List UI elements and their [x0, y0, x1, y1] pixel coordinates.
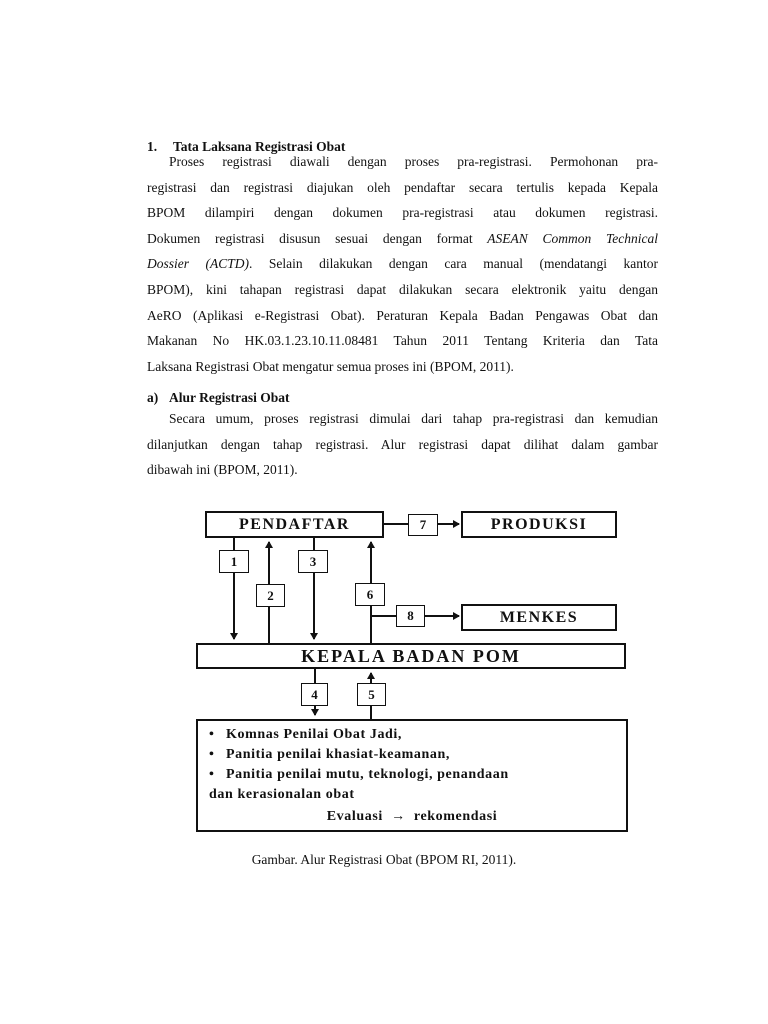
step-2-box: 2 [256, 584, 285, 607]
committee-item-label: Komnas Penilai Obat Jadi, [226, 727, 403, 742]
evaluation-line [206, 806, 618, 828]
committee-item-continuation: dan kerasionalan obat [209, 787, 355, 802]
bullet-icon: • [209, 747, 215, 762]
subsection-number: a) [147, 390, 159, 405]
committee-item [206, 765, 618, 785]
section-title: Tata Laksana Registrasi Obat [173, 139, 346, 154]
step-3-box: 3 [298, 550, 328, 573]
section-paragraph [147, 149, 658, 379]
step-5-box: 5 [357, 683, 386, 706]
paragraph-line: Proses registrasi diawali dengan proses pra-registrasi. Permohonan pra- [169, 154, 658, 169]
committee-item-label: Panitia penilai khasiat-keamanan, [226, 747, 451, 762]
recommendation-label: rekomendasi [413, 809, 498, 824]
evaluation-box [196, 719, 628, 832]
paragraph-line: AeRO (Aplikasi e-Registrasi Obat). Peraturan Kepala Badan Pengawas Obat dan [147, 307, 658, 323]
right-arrow-icon: → [391, 809, 406, 824]
step-6-box: 6 [355, 583, 385, 606]
paragraph-line: registrasi dan registrasi diajukan oleh pendaftar secara tertulis kepada Kepala [147, 179, 658, 195]
italic-term: Dossier (ACTD) [147, 256, 249, 272]
paragraph-line: dibawah ini (BPOM, 2011). [147, 462, 298, 478]
figure-caption: Gambar. Alur Registrasi Obat (BPOM RI, 2011). [251, 852, 517, 867]
committee-item [206, 725, 618, 745]
committee-list [206, 725, 618, 785]
bullet-icon: • [209, 767, 215, 782]
paragraph-line: Makanan No HK.03.1.23.10.11.08481 Tahun 2011 Tentang Kriteria dan Tata [147, 333, 658, 349]
pendaftar-box: PENDAFTAR [205, 511, 384, 538]
committee-item-label: Panitia penilai mutu, teknologi, penandaan [226, 767, 509, 782]
kepala-badan-pom-box: KEPALA BADAN POM [196, 643, 626, 669]
subsection-heading [147, 390, 290, 406]
paragraph-line: BPOM), kini tahapan registrasi dapat dilakukan secara elektronik yaitu dengan [147, 281, 658, 297]
step-1-box: 1 [219, 550, 249, 573]
bullet-icon: • [209, 727, 215, 742]
subsection-paragraph [147, 406, 658, 483]
paragraph-line: dilanjutkan dengan tahap registrasi. Alur registrasi dapat dilihat dalam gambar [147, 436, 658, 452]
section-number: 1. [147, 139, 158, 154]
produksi-box: PRODUKSI [461, 511, 617, 538]
menkes-box: MENKES [461, 604, 617, 631]
step-8-box: 8 [396, 605, 425, 627]
evaluation-label: Evaluasi [326, 809, 383, 824]
paragraph-text: . Selain dilakukan dengan cara manual (mendatangi kantor [249, 256, 658, 272]
italic-term: ASEAN Common Technical [487, 230, 658, 246]
paragraph-line: BPOM dilampiri dengan dokumen pra-registrasi atau dokumen registrasi. [147, 205, 658, 221]
paragraph-text: Dokumen registrasi disusun sesuai dengan format [147, 230, 488, 246]
step-4-box: 4 [301, 683, 328, 706]
subsection-title: Alur Registrasi Obat [169, 390, 290, 405]
paragraph-line: Laksana Registrasi Obat mengatur semua proses ini (BPOM, 2011). [147, 358, 514, 374]
committee-item [206, 745, 618, 765]
step-7-box: 7 [408, 514, 438, 536]
paragraph-line: Secara umum, proses registrasi dimulai dari tahap pra-registrasi dan kemudian [169, 411, 658, 426]
paragraph-line [147, 226, 658, 252]
paragraph-line [147, 251, 658, 277]
